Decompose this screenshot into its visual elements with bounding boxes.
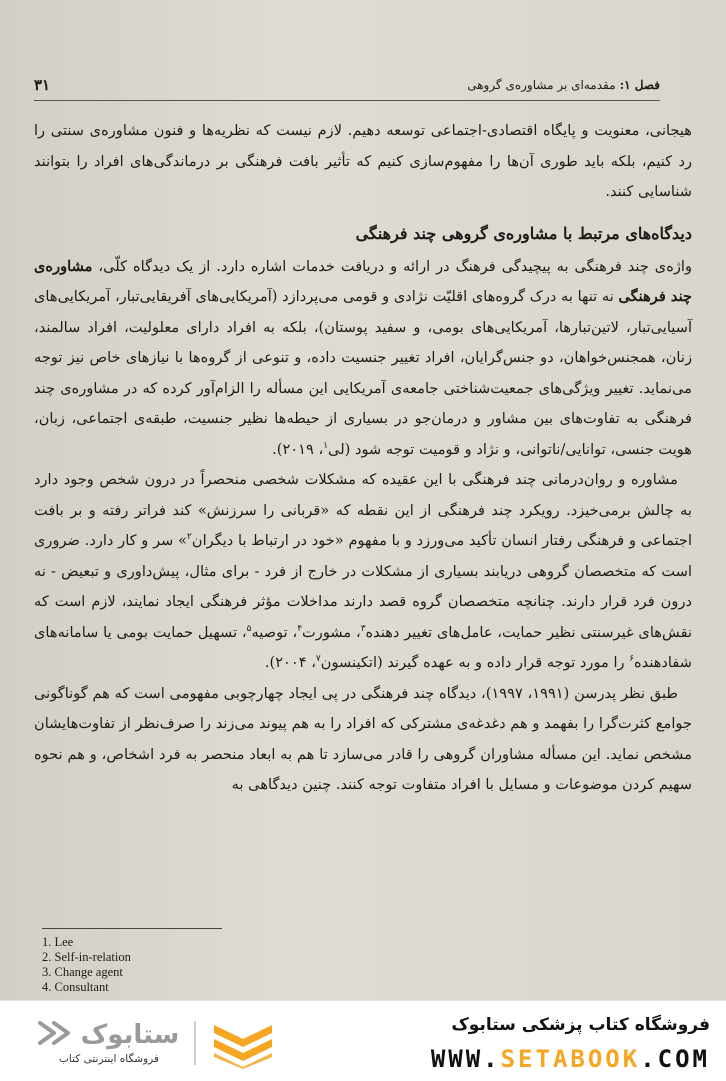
paragraph-3-part-d: ، توصیه bbox=[251, 623, 298, 641]
footnote-mark-4: ۴ bbox=[297, 623, 303, 634]
url-suffix: .COM bbox=[640, 1045, 710, 1073]
logo-wordmark bbox=[34, 1015, 184, 1051]
footnote-mark-1: ۱ bbox=[323, 440, 329, 451]
footnote-mark-3: ۳ bbox=[360, 623, 366, 634]
body-text bbox=[34, 116, 692, 801]
chapter-name: مقدمه‌ای بر مشاوره‌ی گروهی bbox=[467, 78, 616, 92]
paragraph-3-part-e: ، تسهیل حمایت بومی یا سامانه‌های شفادهنده bbox=[34, 623, 692, 671]
paragraph-3 bbox=[34, 465, 692, 679]
paragraph-4: طبق نظر پدرسن (۱۹۹۱، ۱۹۹۷)، دیدگاه چند فرهنگی در پی ایجاد چهارچوبی مفهومی است که هم گوناگونی جوامع کثرت‌گرا را بفهمد و هم دغدغه‌ی مشترکی که افراد را به هم پیوند می‌زند را صرف‌نظر از تفاوت‌هایشان مشخص نماید. این مسأله مشاوران گروهی را قادر می‌سازد تا هم به ابعاد منحصر به فرد اشخاص، و هم نحوه سهیم کردن موضوعات و مسایل با افراد متفاوت توجه کنند. چنین دیدگاهی به bbox=[34, 684, 692, 793]
footnote-3: 3. Change agent bbox=[42, 965, 123, 979]
paragraph-3-part-g: ، ۲۰۰۴). bbox=[264, 654, 316, 671]
paragraph-1: هیجانی، معنویت و پایگاه اقتصادی-اجتماعی توسعه دهیم. لازم نیست که نظریه‌ها و فنون مشاوره‌ی سنتی را رد کنیم، بلکه باید طوری آن‌ها را مفهوم‌سازی کنیم که تأثیر بافت فرهنگی بر درماندگی‌های افراد را بتوانند شناسایی کنند. bbox=[34, 122, 692, 200]
footnote-4: 4. Consultant bbox=[42, 980, 109, 994]
bold-term: مشاوره‌ی چند فرهنگی bbox=[34, 257, 692, 305]
shop-name: فروشگاه کتاب پزشکی ستابوک bbox=[451, 1015, 710, 1035]
footnote-mark-7: ۷ bbox=[315, 654, 321, 665]
paragraph-2-part-c: ، ۲۰۱۹). bbox=[272, 440, 324, 458]
paragraph-3-part-f: را مورد توجه قرار داده و به عهده گیرند (اتکینسون bbox=[320, 654, 630, 671]
store-banner bbox=[0, 1000, 726, 1081]
paragraph-2-part-b: نه تنها به درک گروه‌های اقلیّت نژادی و قومی می‌پردازد (آمریکایی‌های آفریقایی‌تبار، آمریکایی‌های آسیایی‌تبار، لاتین‌تبارها، آمریکایی‌های بومی، و سفید پوستان)، بلکه به افراد دارای معلولیت، افراد سالمند، زنان، همجنس‌خواهان، دو جنس‌گرایان، افراد تغییر جنسیت داده، و تنوعی از گروه‌ها با نیازهای خاص نیز توجه می‌نماید. تغییر ویژگی‌های جمعیت‌شناختی جامعه‌ی آمریکایی این مسأله را الزام‌آور کرده که در مشاوره‌ی چند فرهنگی به تفاوت‌های بین مشاور و درمان‌جو در بسیاری از حیطه‌ها نظیر جنسیت، طبقه‌ی اجتماعی، زبان، هویت جنسی، توانایی/ناتوانی، و نژاد و قومیت توجه شود (لی bbox=[34, 288, 692, 458]
store-logo[interactable] bbox=[34, 1015, 284, 1071]
logo-wordmark-text: ستابوک bbox=[80, 1020, 180, 1050]
running-head bbox=[34, 74, 660, 101]
paragraph-3-part-b: » سر و کار دارد. ضروری است که متخصصان گروهی دریابند بسیاری از مشکلات در خارج از فرد - برای مثال، پیش‌داوری و تبعیض - نه درون فرد قرار دارند. چنانچه متخصصان گروه قصد دارند مداخلات مؤثر فرهنگی ایجاد نمایند، لازم است که نقش‌های غیرسنتی نظیر حمایت، عامل‌های تغییر دهنده bbox=[34, 532, 693, 641]
paragraph-2 bbox=[34, 252, 692, 466]
logo-tagline: فروشگاه اینترنتی کتاب bbox=[59, 1053, 159, 1065]
logo-divider bbox=[194, 1021, 196, 1065]
footnote-1: 1. Lee bbox=[42, 935, 74, 949]
url-brand: SETABOOK bbox=[500, 1045, 641, 1073]
page-number: ۳۱ bbox=[34, 76, 51, 94]
footnote-mark-2: ۲ bbox=[187, 532, 192, 543]
footnote-2: 2. Self-in-relation bbox=[42, 950, 131, 964]
chapter-title bbox=[467, 78, 660, 92]
chapter-label: فصل ۱: bbox=[619, 78, 660, 92]
paragraph-2-part-a: واژه‌ی چند فرهنگی به پیچیدگی فرهنگ در ارائه و دریافت خدمات اشاره دارد. از یک دیدگاه کلّی، bbox=[98, 257, 693, 275]
url-prefix: WWW. bbox=[430, 1045, 501, 1073]
section-heading: دیدگاه‌های مرتبط با مشاوره‌ی گروهی چند فرهنگی bbox=[355, 223, 692, 243]
footnote-mark-6: ۶ bbox=[629, 654, 635, 665]
paragraph-3-part-a: مشاوره و روان‌درمانی چند فرهنگی با این عقیده که مشکلات شخصی منحصراً در درون شخص وجود دارد به چالش برمی‌خیزد. رویکرد چند فرهنگی از این نقطه که «قربانی را سرزنش» کند فراتر رفته و بر بافت اجتماعی و فرهنگی رفتار انسان تأکید می‌ورزد و با مفهوم «خود در ارتباط با دیگران bbox=[34, 471, 693, 549]
footnote-mark-5: ۵ bbox=[246, 623, 252, 634]
footnotes bbox=[42, 928, 222, 995]
chevron-stack-icon bbox=[210, 1019, 276, 1069]
paragraph-3-part-c: ، مشورت bbox=[302, 623, 361, 641]
shop-url[interactable] bbox=[431, 1045, 710, 1073]
